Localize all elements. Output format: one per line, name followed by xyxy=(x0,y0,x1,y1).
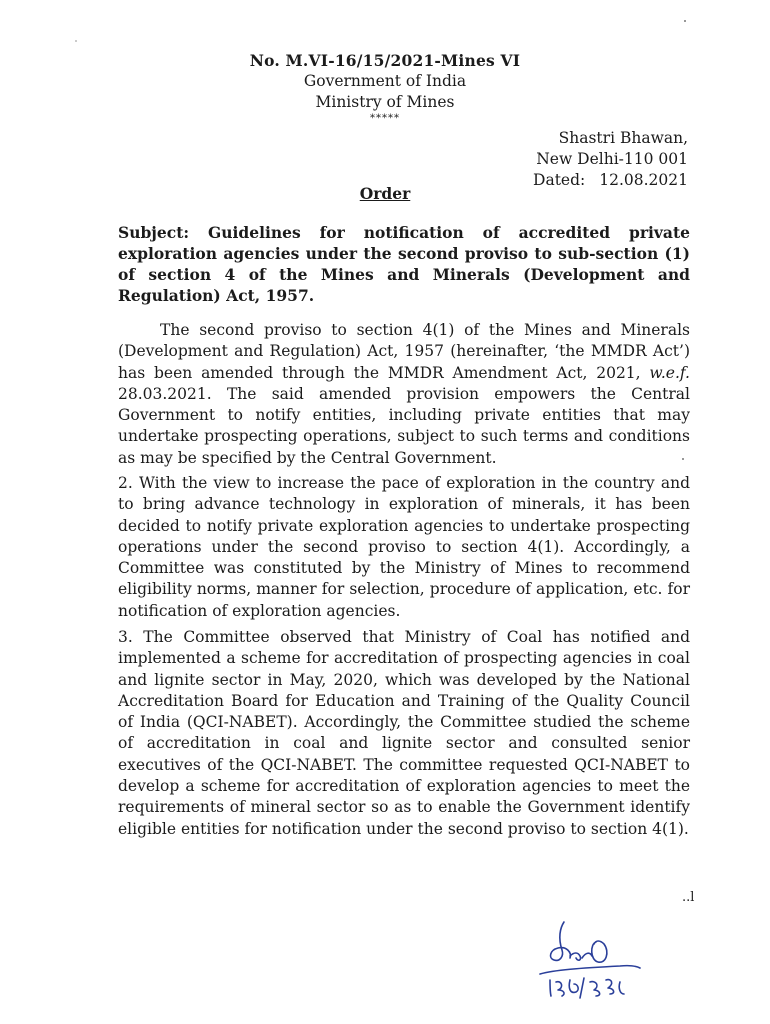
scan-speck xyxy=(684,20,686,22)
ministry-name: Ministry of Mines xyxy=(315,93,455,111)
paragraph-1-text-a: The second proviso to section 4(1) of the Mines and Minerals (Development and Regulation) Act, 1957 (hereinafter, ‘the MMDR Act’) has been amended through the MMDR Amendment Act, 2021, xyxy=(118,321,690,382)
dated-label: Dated: xyxy=(533,171,586,189)
address-block xyxy=(533,128,688,191)
order-title: Order xyxy=(359,184,411,203)
paragraph-2: 2. With the view to increase the pace of exploration in the country and to bring advance technology in exploration of minerals, it has been decided to notify private exploration agencies to undertake prospecting operations under the second proviso to section 4(1). Accordingly, a Committee was constituted by the Ministry of Mines to recommend eligibility norms, manner for selection, procedure of application, etc. for notification of exploration agencies. xyxy=(118,474,690,620)
government-name: Government of India xyxy=(303,72,467,90)
paragraph-1-wef: w.e.f. xyxy=(649,363,690,382)
letterhead xyxy=(0,50,770,125)
dated-value: 12.08.2021 xyxy=(599,171,688,189)
scan-speck xyxy=(682,458,684,460)
paragraph-3: 3. The Committee observed that Ministry of Coal has notified and implemented a scheme for accreditation of prospecting agencies in coal and lignite sector in May, 2020, which was developed by the National Accreditation Board for Education and Training of the Quality Council of India (QCI-NABET). Accordingly, the Committee studied the scheme of accreditation in coal and lignite sector and consulted senior executives of the QCI-NABET. The committee requested QCI-NABET to develop a scheme for accreditation of exploration agencies to meet the requirements of mineral sector so as to enable the Government identify eligible entities for notification under the second proviso to section 4(1). xyxy=(118,628,690,838)
header-stars: ***** xyxy=(370,113,400,124)
subject-line: Subject: Guidelines for notification of accredited private exploration agencies under the second proviso to sub-section (1) of section 4 of the Mines and Minerals (Development and Regulation) Act, 1957. xyxy=(118,223,690,305)
paragraph-1 xyxy=(118,320,690,469)
file-number: No. M.VI-16/15/2021-Mines VI xyxy=(249,51,521,70)
scan-speck xyxy=(75,40,77,42)
page-continuation-mark: ..l xyxy=(682,890,695,905)
paragraph-1-text-b: 28.03.2021. The said amended provision empowers the Central Government to notify entities, including private entities that may undertake prospecting operations, subject to such terms and conditions as may be specified by the Central Government. xyxy=(118,384,690,467)
address-city: New Delhi-110 001 xyxy=(536,150,688,168)
address-building: Shastri Bhawan, xyxy=(558,129,688,147)
signature-image xyxy=(520,908,660,1008)
